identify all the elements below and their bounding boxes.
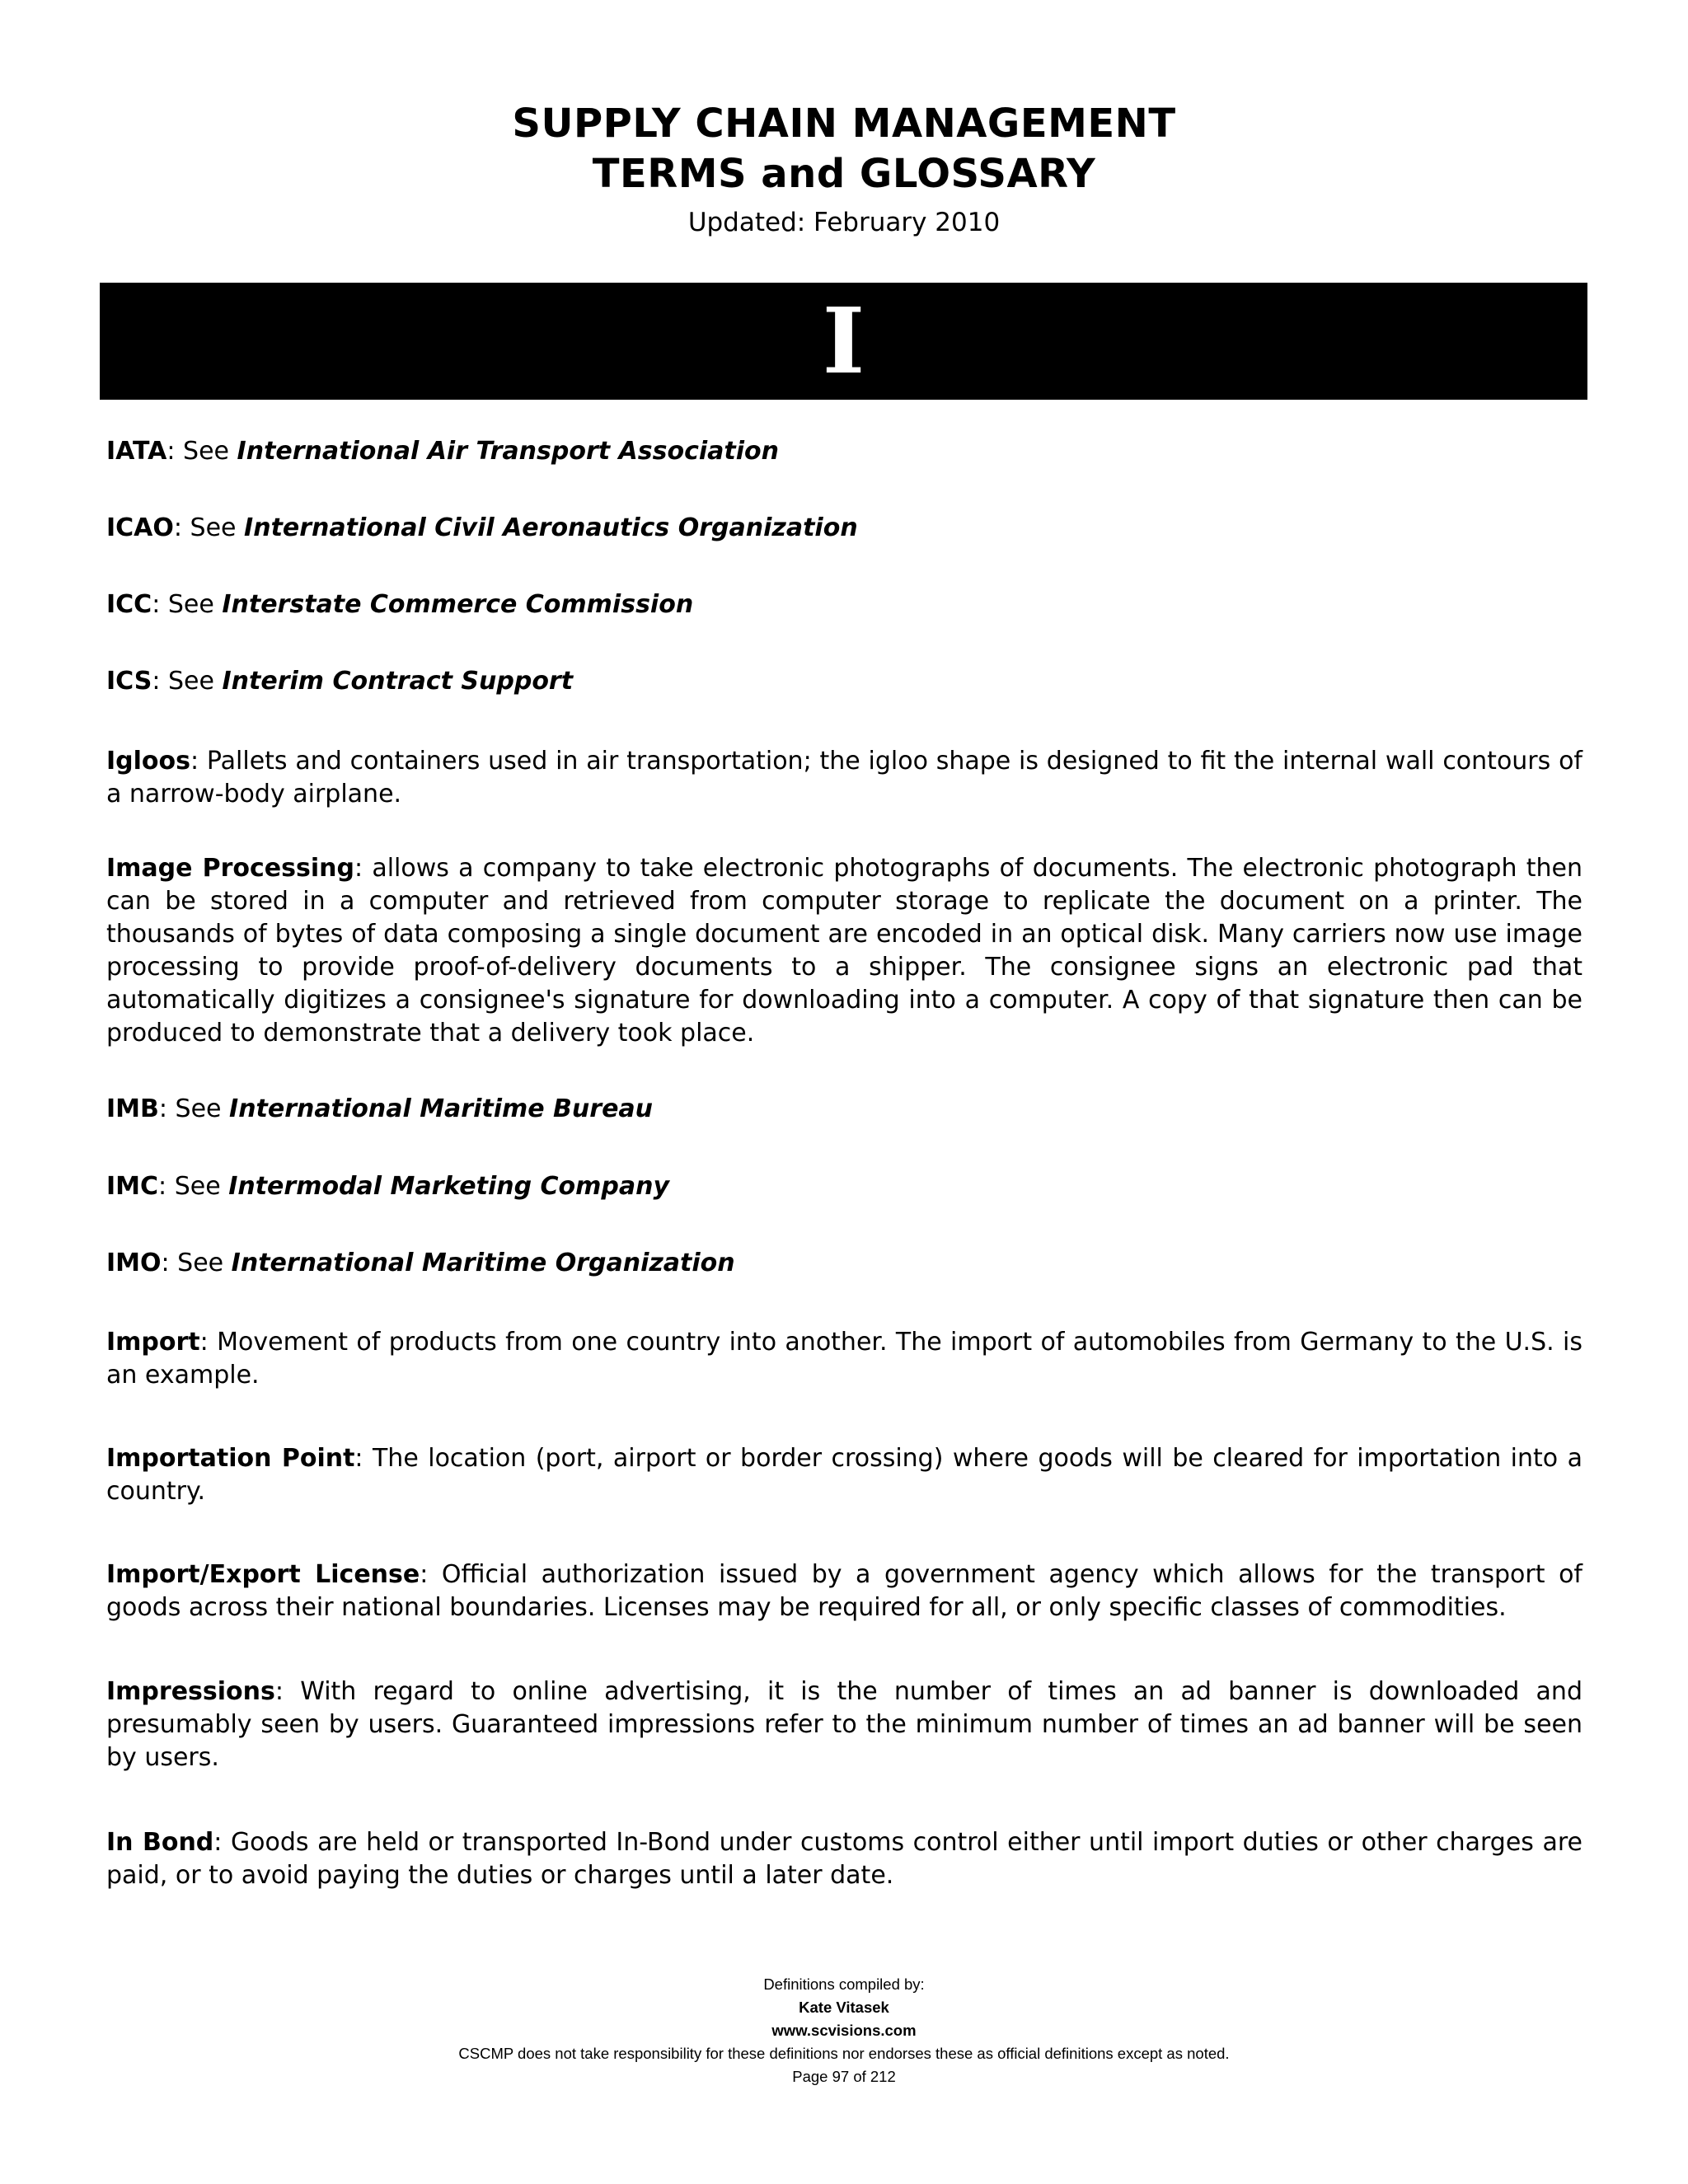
- glossary-entry-imc: IMC: See Intermodal Marketing Company: [106, 1172, 670, 1201]
- entry-definition: Goods are held or transported In-Bond under customs control either until import duties or other charges are paid, or to avoid paying the duties or charges until a later date.: [106, 1828, 1582, 1890]
- entry-term: IATA: [106, 437, 167, 466]
- glossary-entry-impressions: Impressions: With regard to online advertising, it is the number of times an ad banner is downloaded and presumably seen by users. Guaranteed impressions refer to the minimum number of times an ad banner will be seen by users.: [106, 1677, 1582, 1772]
- footer-disclaimer: CSCMP does not take responsibility for these definitions nor endorses these as official definitions except as noted.: [458, 2045, 1230, 2062]
- document-title-line-2: TERMS and GLOSSARY: [592, 151, 1096, 197]
- entry-term: IMC: [106, 1172, 159, 1201]
- glossary-entry-igloos: Igloos: Pallets and containers used in air transportation; the igloo shape is designed to fit the internal wall contours of a narrow-body airplane.: [106, 747, 1582, 808]
- entry-definition: allows a company to take electronic photographs of documents. The electronic photograph then can be stored in a computer and retrieved from computer storage to replicate the document on a printer. The thousands of bytes of data composing a single document are encoded in an optical disk. Many carriers now use image processing to provide proof-of-delivery documents to a shipper. The consignee signs an electronic pad that automatically digitizes a consignee's signature for downloading into a computer. A copy of that signature then can be produced to demonstrate that a delivery took place.: [106, 854, 1582, 1047]
- entry-term: IMB: [106, 1094, 159, 1123]
- entry-definition: The location (port, airport or border crossing) where goods will be cleared for importation into a country.: [106, 1444, 1582, 1506]
- footer-page-number: Page 97 of 212: [792, 2068, 896, 2085]
- glossary-entry-import-export-license: Import/Export License: Official authorization issued by a government agency which allows for the transport of goods across their national boundaries. Licenses may be required for all, or only specific classes of commodities.: [106, 1560, 1582, 1622]
- entry-term: Import: [106, 1328, 200, 1357]
- footer-website: www.scvisions.com: [771, 2022, 917, 2039]
- entry-definition: Movement of products from one country into another. The import of automobiles from Germany to the U.S. is an example.: [106, 1328, 1582, 1390]
- entry-term: Image Processing: [106, 854, 354, 883]
- glossary-entry-icao: ICAO: See International Civil Aeronautics Organization: [106, 513, 858, 542]
- entry-term: Import/Export License: [106, 1560, 420, 1589]
- entry-term: In Bond: [106, 1828, 214, 1857]
- entry-see-reference: International Civil Aeronautics Organization: [244, 513, 858, 542]
- section-letter: I: [822, 288, 865, 394]
- page-footer: [0, 1973, 1688, 2088]
- footer-compiled-by: Definitions compiled by:: [763, 1975, 925, 1993]
- glossary-entry-importation-point: Importation Point: The location (port, airport or border crossing) where goods will be cleared for importation into a country.: [106, 1444, 1582, 1506]
- entry-term: ICAO: [106, 513, 174, 542]
- entry-term: Igloos: [106, 747, 190, 776]
- entry-term: Impressions: [106, 1677, 275, 1706]
- entry-definition: Official authorization issued by a government agency which allows for the transport of goods across their national boundaries. Licenses may be required for all, or only specific classes of commodities.: [106, 1560, 1582, 1622]
- entry-see-reference: International Maritime Organization: [231, 1249, 735, 1277]
- entry-see-reference: Intermodal Marketing Company: [228, 1172, 670, 1201]
- entry-see-reference: International Maritime Bureau: [229, 1094, 654, 1123]
- entry-see-reference: Interim Contract Support: [222, 667, 574, 696]
- entry-term: ICS: [106, 667, 152, 696]
- section-letter-banner: [100, 283, 1587, 400]
- glossary-entry-icc: ICC: See Interstate Commerce Commission: [106, 590, 694, 619]
- glossary-entry-import: Import: Movement of products from one country into another. The import of automobiles from Germany to the U.S. is an example.: [106, 1328, 1582, 1390]
- entry-see-reference: Interstate Commerce Commission: [222, 590, 694, 619]
- glossary-entry-imb: IMB: See International Maritime Bureau: [106, 1094, 654, 1123]
- entry-definition: Pallets and containers used in air transportation; the igloo shape is designed to fit the internal wall contours of a narrow-body airplane.: [106, 747, 1582, 808]
- footer-author: Kate Vitasek: [799, 1999, 889, 2016]
- glossary-entry-iata: IATA: See International Air Transport Association: [106, 437, 779, 466]
- glossary-entry-ics: ICS: See Interim Contract Support: [106, 667, 574, 696]
- updated-date: Updated: February 2010: [687, 208, 1001, 237]
- entry-term: Importation Point: [106, 1444, 355, 1473]
- glossary-entry-image-processing: Image Processing: allows a company to take electronic photographs of documents. The electronic photograph then can be stored in a computer and retrieved from computer storage to replicate the document on a printer. The thousands of bytes of data composing a single document are encoded in an optical disk. Many carriers now use image processing to provide proof-of-delivery documents to a shipper. The consignee signs an electronic pad that automatically digitizes a consignee's signature for downloading into a computer. A copy of that signature then can be produced to demonstrate that a delivery took place.: [106, 854, 1582, 1047]
- entry-see-reference: International Air Transport Association: [237, 437, 779, 466]
- entry-term: IMO: [106, 1249, 162, 1277]
- document-title-line-1: SUPPLY CHAIN MANAGEMENT: [512, 101, 1176, 147]
- glossary-entry-in-bond: In Bond: Goods are held or transported In-Bond under customs control either until import duties or other charges are paid, or to avoid paying the duties or charges until a later date.: [106, 1828, 1582, 1890]
- glossary-entry-imo: IMO: See International Maritime Organization: [106, 1249, 735, 1277]
- document-header: [0, 99, 1688, 239]
- entry-definition: With regard to online advertising, it is the number of times an ad banner is downloaded and presumably seen by users. Guaranteed impressions refer to the minimum number of times an ad banner will be seen by users.: [106, 1677, 1582, 1772]
- entry-term: ICC: [106, 590, 152, 619]
